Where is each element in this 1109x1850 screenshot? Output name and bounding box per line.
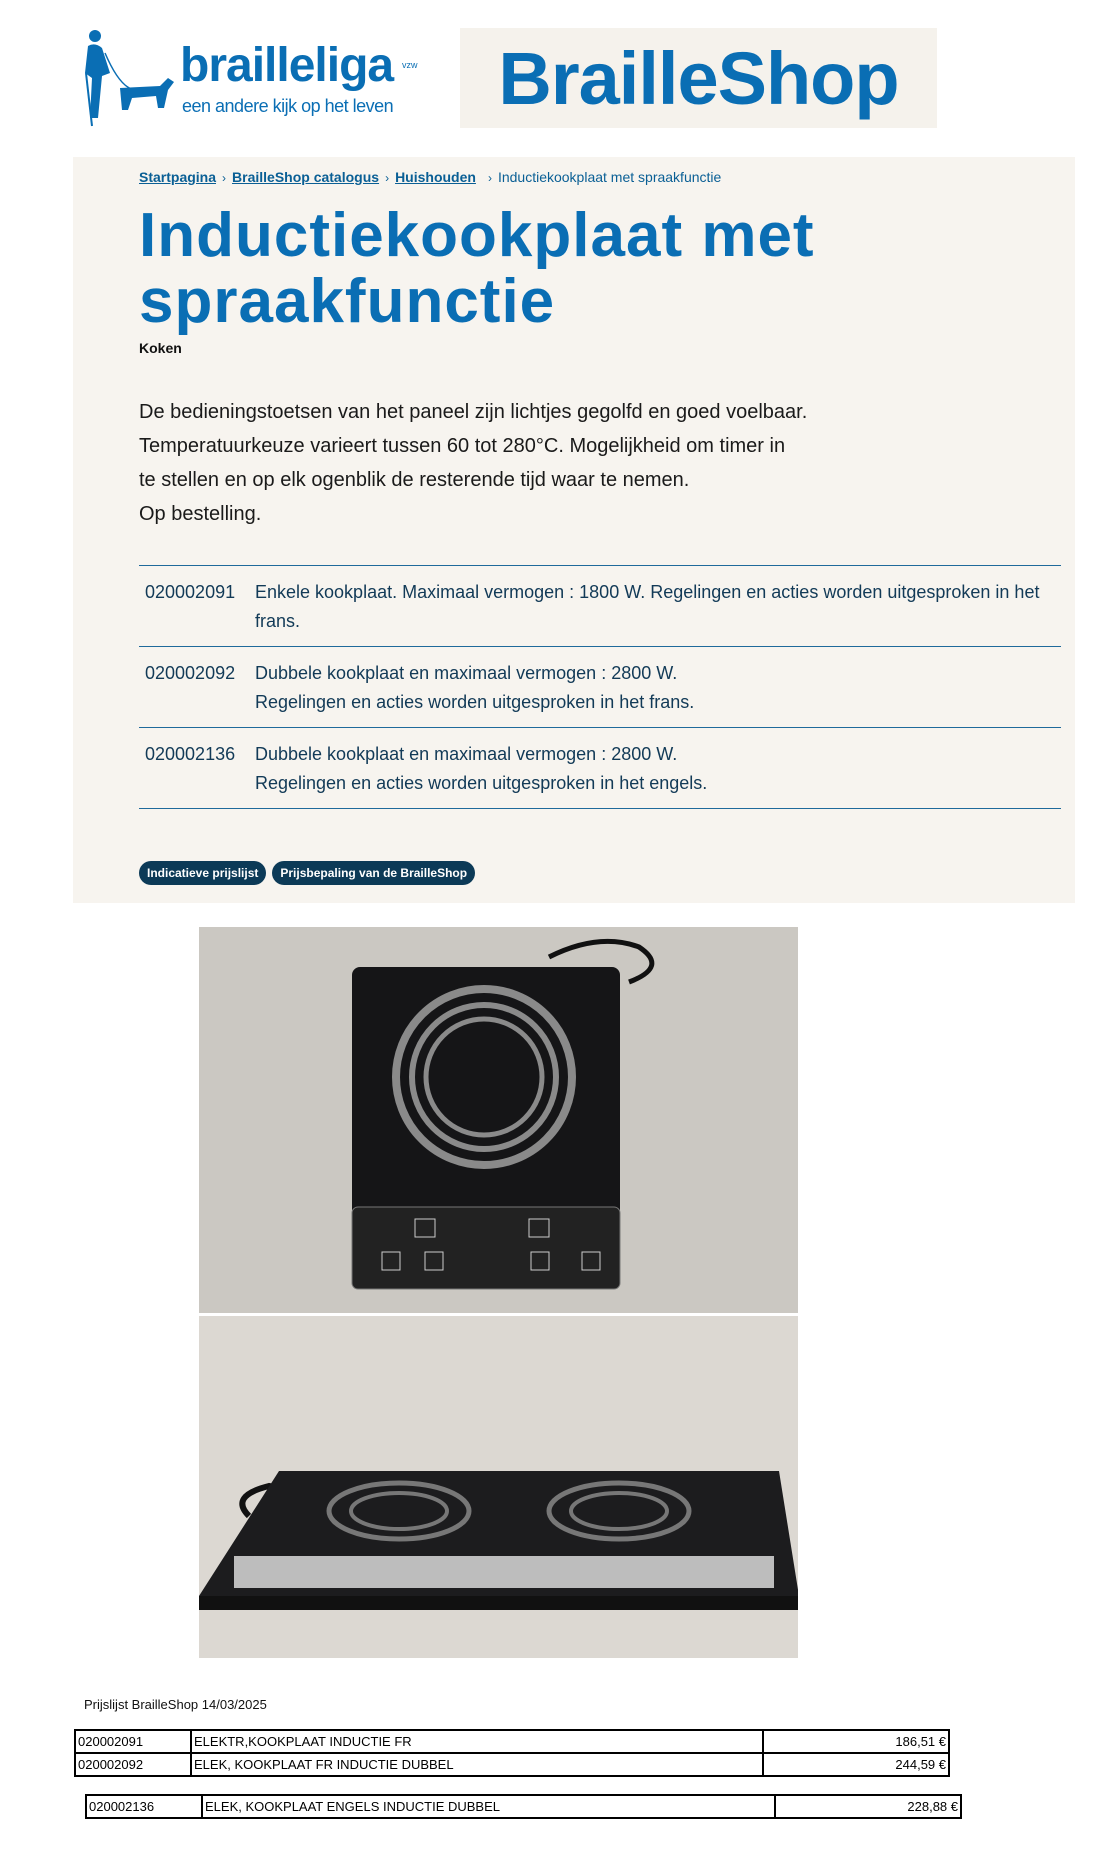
indicatieve-prijslijst-button[interactable]: Indicatieve prijslijst: [139, 861, 266, 885]
variant-code: 020002136: [145, 744, 236, 764]
breadcrumb-home[interactable]: Startpagina: [139, 169, 217, 185]
price-code: 020002136: [86, 1795, 202, 1818]
variant-line: Dubbele kookplaat en maximaal vermogen : 2800 W.: [255, 663, 678, 683]
variant-row: [139, 646, 1061, 727]
logo-name: brailleliga: [180, 39, 394, 92]
breadcrumb-separator: ›: [385, 171, 390, 185]
breadcrumb: [139, 169, 721, 185]
brailleliga-logo[interactable]: [80, 28, 430, 128]
description-line: Op bestelling.: [139, 503, 262, 525]
price-name: ELEKTR,KOOKPLAAT INDUCTIE FR: [191, 1730, 763, 1753]
variant-row: [139, 565, 1061, 646]
variant-line: Regelingen en acties worden uitgesproken in het frans.: [255, 692, 695, 712]
brailleshop-banner[interactable]: [460, 28, 937, 128]
price-value: 228,88 €: [775, 1795, 961, 1818]
button-row: [139, 861, 475, 885]
price-name: ELEK, KOOKPLAAT ENGELS INDUCTIE DUBBEL: [202, 1795, 775, 1818]
breadcrumb-current: Inductiekookplaat met spraakfunctie: [497, 169, 722, 185]
variant-code: 020002091: [145, 582, 236, 602]
pricelist-table: [74, 1729, 950, 1777]
breadcrumb-separator: ›: [222, 171, 227, 185]
price-name: ELEK, KOOKPLAAT FR INDUCTIE DUBBEL: [191, 1753, 763, 1776]
logo-tagline: een andere kijk op het leven: [182, 96, 394, 116]
table-row: [75, 1730, 949, 1753]
variant-row: [139, 727, 1061, 809]
variant-description: [255, 740, 1061, 798]
prijsbepaling-button[interactable]: Prijsbepaling van de BrailleShop: [272, 861, 475, 885]
description-line: Temperatuurkeuze varieert tussen 60 tot 280°C. Mogelijkheid om timer in: [139, 435, 786, 457]
price-code: 020002092: [75, 1753, 191, 1776]
variant-description: Enkele kookplaat. Maximaal vermogen : 1800 W. Regelingen en acties worden uitgesproken in het frans.: [255, 582, 1040, 631]
price-value: 244,59 €: [763, 1753, 949, 1776]
variant-description: [255, 659, 1061, 717]
table-row: [75, 1753, 949, 1776]
breadcrumb-separator: ›: [487, 171, 492, 185]
table-row: [86, 1795, 961, 1818]
person-with-dog-icon: [80, 28, 175, 128]
breadcrumb-huishouden[interactable]: Huishouden: [395, 169, 476, 185]
pricelist-title: Prijslijst BrailleShop 14/03/2025: [84, 1697, 267, 1712]
product-category: Koken: [139, 340, 182, 356]
variant-code: 020002092: [145, 663, 236, 683]
variant-line: Dubbele kookplaat en maximaal vermogen : 2800 W.: [255, 744, 678, 764]
pricelist-table: [85, 1794, 962, 1819]
product-panel: [73, 157, 1075, 903]
single-cooktop-image: [199, 927, 798, 1313]
double-cooktop-photo: [199, 1316, 798, 1658]
product-description: [139, 395, 899, 531]
page-title: Inductiekookplaat met spraakfunctie: [139, 201, 815, 336]
description-line: te stellen en op elk ogenblik de resterende tijd waar te nemen.: [139, 469, 690, 491]
variant-list: [139, 565, 1061, 809]
single-cooktop-photo: [199, 927, 798, 1313]
price-value: 186,51 €: [763, 1730, 949, 1753]
breadcrumb-catalogus[interactable]: BrailleShop catalogus: [232, 169, 380, 185]
price-code: 020002091: [75, 1730, 191, 1753]
logo-suffix: vzw: [402, 60, 418, 70]
variant-line: Regelingen en acties worden uitgesproken in het engels.: [255, 773, 708, 793]
description-line: De bedieningstoetsen van het paneel zijn lichtjes gegolfd en goed voelbaar.: [139, 401, 808, 423]
double-cooktop-image: [199, 1316, 798, 1658]
shop-title: BrailleShop: [498, 36, 899, 120]
